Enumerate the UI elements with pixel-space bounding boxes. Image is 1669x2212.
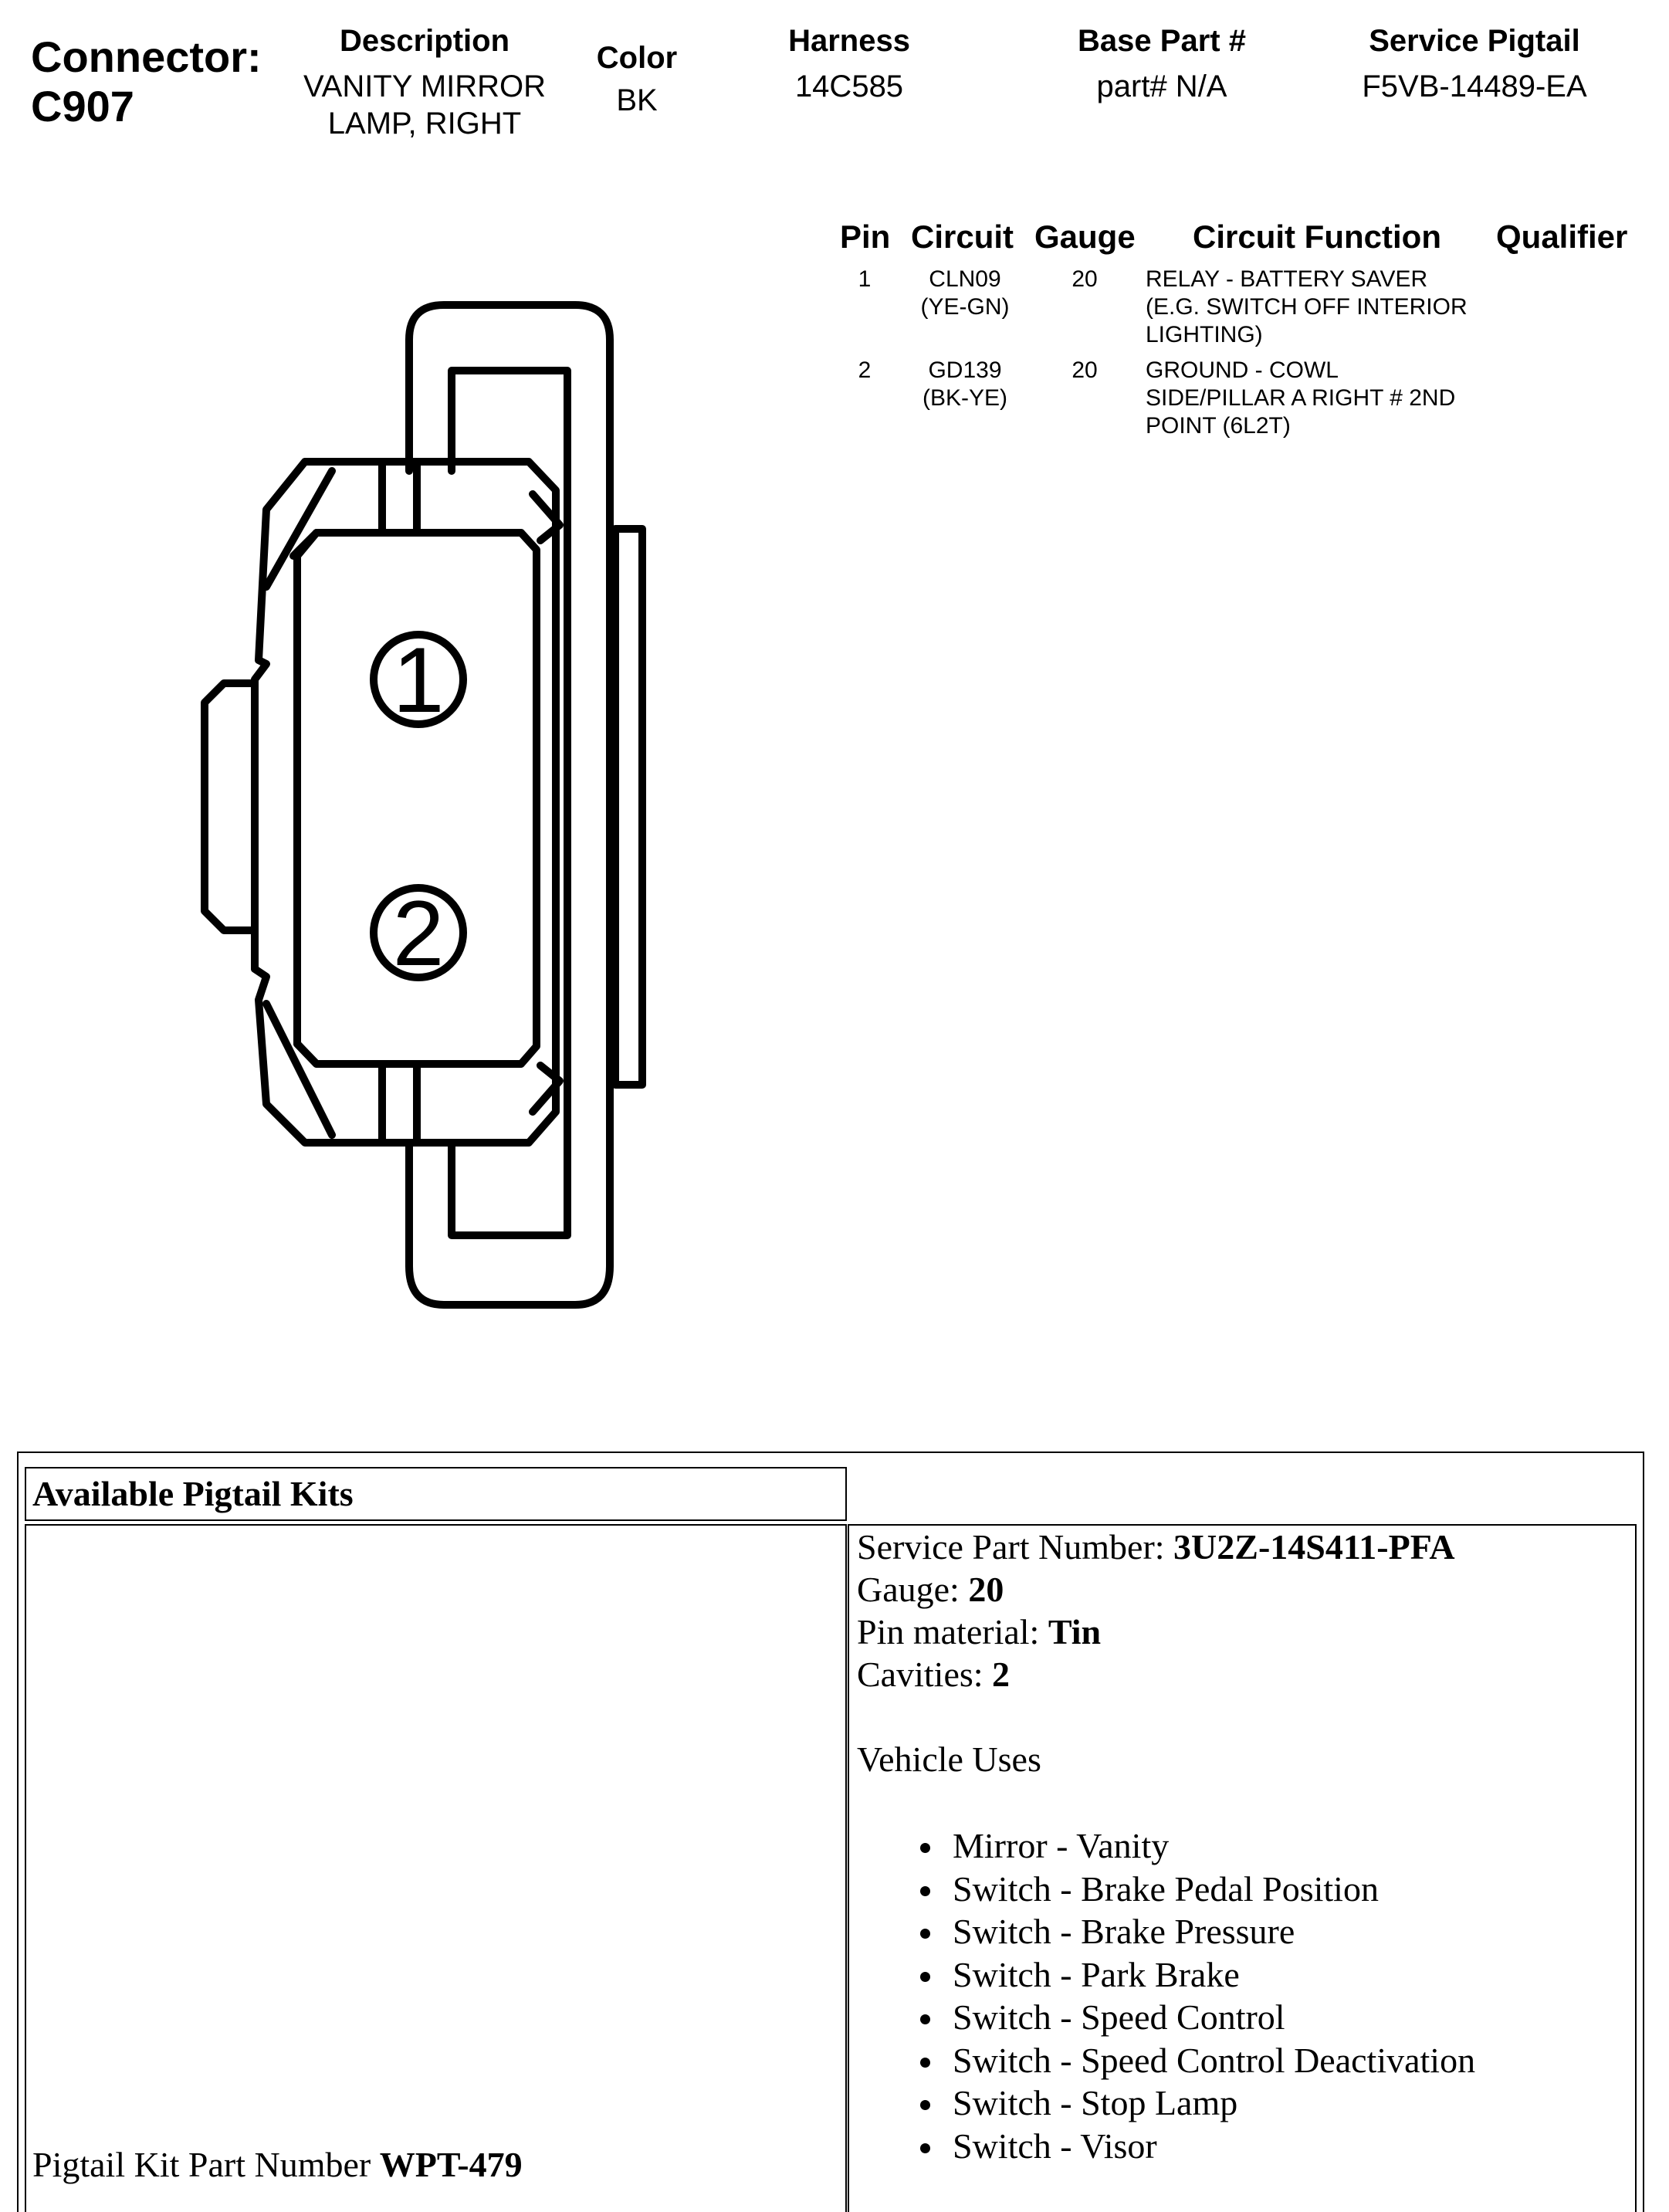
- pin-label-2: 2: [392, 882, 445, 985]
- list-item: Switch - Visor: [857, 2125, 1635, 2168]
- cavities-value: 2: [992, 1655, 1011, 1694]
- kit-details-cell: [848, 1524, 1637, 2212]
- circuit-cell: [903, 266, 1027, 321]
- description-line-1: VANITY MIRROR: [303, 69, 547, 103]
- color-title: Color: [596, 41, 678, 75]
- cavities-label: Cavities:: [857, 1655, 993, 1694]
- latch-inner: [452, 371, 567, 1235]
- service-part-number: [857, 1526, 1635, 1568]
- circuit-code: GD139: [928, 357, 1002, 383]
- pin-header: Pin: [840, 218, 891, 255]
- latch-outer: [409, 305, 610, 1305]
- function-header: Circuit Function: [1193, 218, 1441, 255]
- pin-material-value: Tin: [1048, 1612, 1102, 1651]
- harness-value: 14C585: [794, 69, 904, 103]
- kits-title-cell: [25, 1467, 847, 1521]
- gauge-spec: [857, 1568, 1635, 1611]
- description-line-2: LAMP, RIGHT: [327, 107, 522, 141]
- rib-bottom-left-inner: [297, 1044, 317, 1064]
- vehicle-uses-list: [857, 1824, 1635, 2167]
- gauge-cell: 20: [1071, 266, 1098, 292]
- function-line: POINT (6L2T): [1146, 413, 1291, 439]
- function-line: (E.G. SWITCH OFF INTERIOR: [1146, 294, 1468, 320]
- kit-number-cell: [25, 1524, 847, 2212]
- list-item: Mirror - Vanity: [857, 1824, 1635, 1868]
- pin-cavity-2: [374, 882, 463, 985]
- harness-column: [741, 23, 957, 105]
- circuit-code: CLN09: [929, 266, 1001, 292]
- kit-part-value: WPT-479: [379, 2145, 523, 2184]
- list-item: Switch - Speed Control: [857, 1996, 1635, 2039]
- list-item: Switch - Park Brake: [857, 1953, 1635, 1997]
- gauge-cell: 20: [1071, 357, 1098, 383]
- function-line: LIGHTING): [1146, 322, 1263, 347]
- pin-number: 1: [858, 266, 872, 292]
- cavities-spec: [857, 1653, 1635, 1695]
- function-line: RELAY - BATTERY SAVER: [1146, 266, 1428, 292]
- service-pigtail-title: Service Pigtail: [1369, 24, 1580, 58]
- circuit-header: Circuit: [911, 218, 1014, 255]
- pin-number: 2: [858, 357, 872, 383]
- gauge-value: 20: [968, 1570, 1004, 1609]
- circuit-color: (YE-GN): [920, 294, 1010, 320]
- connector-label-text: Connector:: [31, 32, 262, 81]
- pin-material-spec: [857, 1611, 1635, 1653]
- circuit-cell: [903, 357, 1027, 412]
- harness-title: Harness: [788, 24, 910, 58]
- pin-label-1: 1: [392, 628, 445, 732]
- service-pigtail-column: [1305, 23, 1644, 105]
- kits-title: Available Pigtail Kits: [32, 1474, 354, 1513]
- vehicle-uses-label: Vehicle Uses: [857, 1739, 1041, 1779]
- base-part-value: part# N/A: [1096, 69, 1227, 103]
- function-cell: [1146, 357, 1455, 440]
- list-item: Switch - Speed Control Deactivation: [857, 2039, 1635, 2082]
- pin-cavity-1: [374, 628, 463, 732]
- description-title: Description: [339, 24, 510, 58]
- base-part-column: [1019, 23, 1305, 105]
- service-part-value: 3U2Z-14S411-PFA: [1173, 1527, 1455, 1567]
- connector-id: C907: [31, 82, 134, 130]
- service-part-label: Service Part Number:: [857, 1527, 1174, 1567]
- kit-part-number: [32, 2143, 523, 2186]
- list-item: Switch - Brake Pressure: [857, 1910, 1635, 1953]
- qualifier-header: Qualifier: [1496, 218, 1628, 255]
- color-value: BK: [616, 83, 658, 117]
- pin-material-label: Pin material:: [857, 1612, 1048, 1651]
- list-item: Switch - Brake Pedal Position: [857, 1868, 1635, 1911]
- gauge-label: Gauge:: [857, 1570, 969, 1609]
- gauge-header: Gauge: [1034, 218, 1136, 255]
- connector-face-diagram: [0, 0, 772, 1390]
- right-rail: [615, 529, 642, 1085]
- function-cell: [1146, 266, 1468, 349]
- function-line: GROUND - COWL: [1146, 357, 1339, 383]
- base-part-title: Base Part #: [1078, 24, 1246, 58]
- circuit-color: (BK-YE): [922, 385, 1007, 411]
- function-line: SIDE/PILLAR A RIGHT # 2ND: [1146, 385, 1456, 411]
- left-tab: [205, 683, 255, 930]
- list-item: Switch - Stop Lamp: [857, 2082, 1635, 2125]
- service-pigtail-value: F5VB-14489-EA: [1362, 69, 1587, 103]
- kit-part-label: Pigtail Kit Part Number: [32, 2145, 380, 2184]
